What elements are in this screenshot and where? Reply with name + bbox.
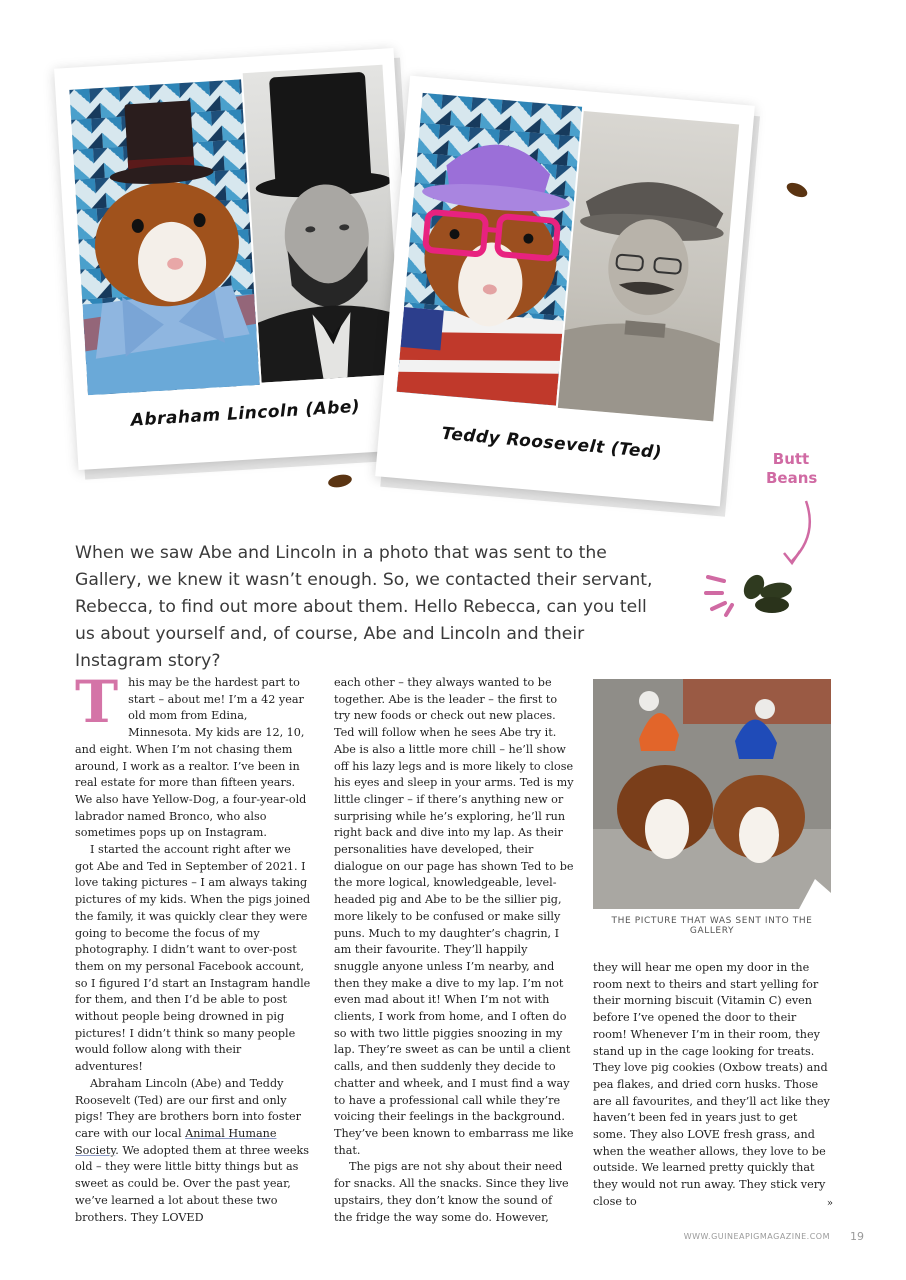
guinea-pigs-knit-hats-illustration	[593, 679, 831, 909]
footer-url[interactable]: WWW.GUINEAPIGMAGAZINE.COM	[683, 1232, 830, 1241]
abraham-lincoln-illustration	[243, 65, 402, 383]
article-paragraph: each other – they always wanted to be together. Abe is the leader – the first to try new foods or check out new places. Ted will follow when he sees Abe try it. Abe is also a little more chill – he’ll show off his lazy legs and is more likely to close his eyes and sleep in your arms. Ted is my little clinger – if there’s anything new or surprising while he’s exploring, he’ll run right back and dive into my lap. As their personalities have developed, their dialogue on our page has shown Ted to be the more logical, knowledgeable, level-headed pig and Abe to be the sillier pig, more likely to be confused or make silly puns. Much to my daughter’s chagrin, I am their favourite. They’ll happily snuggle anyone unless I’m nearby, and then they make a dive to my lap. I’m not even mad about it! When I’m not with clients, I work from home, and I often do so with two little piggies snoozing in my lap. They’re sweet as can be until a client calls, and then suddenly they decide to chatter and wheek, and I must find a way to have a professional call while they’re voicing their feelings in the background. They’ve been known to embarrass me like that.	[334, 676, 574, 1157]
paragraph-text: they will hear me open my door in the room next to theirs and start yelling for their morning biscuit (Vitamin C) even before I’ve opened the door to their room! Whenever I’m in their room, they stand up in the cage looking for treats. They love pig cookies (Oxbow treats) and pea flakes, and dried corn husks. Those are all favourites, and they’ll act like they haven’t been fed in years just to get some. They also LOVE fresh grass, and when the weather allows, they love to be outside. We learned pretty quickly that they would not run away. They stick very close to	[593, 961, 830, 1208]
gallery-photo	[593, 679, 831, 909]
butt-beans-illustration	[700, 495, 830, 625]
guinea-pig-top-hat-illustration	[69, 79, 259, 395]
gallery-caption: THE PICTURE THAT WAS SENT INTO THE GALLERY	[611, 916, 813, 936]
teddy-roosevelt-illustration	[558, 111, 739, 421]
article-paragraph: The pigs are not shy about their need for snacks. All the snacks. Since they live upstairs, they don’t know the sound of the fridge the way some do. However,	[334, 1160, 569, 1224]
bean-decoration	[326, 473, 354, 489]
continued-marker: »	[826, 1197, 833, 1209]
guinea-pig-glasses-illustration	[397, 93, 583, 406]
paragraph-text: his may be the hardest part to start – about me! I’m a 42 year old mom from Edina, Minnesota. My kids are 12, 10, and eight. When I’m not chasing them around, I work as a realtor. I’ve been in real estate for more than fifteen years. We also have Yellow-Dog, a four-year-old labrador named Bronco, who also sometimes pops up on Instagram.	[75, 676, 307, 840]
caption-abraham-lincoln: Abraham Lincoln (Abe)	[130, 396, 361, 431]
paragraph-text: . We adopted them at three weeks old – they were little bitty things but as sweet as could be. Over the past year, we’ve learned a lot about these two brothers. They LOVED	[75, 1143, 310, 1224]
article-paragraph	[75, 668, 311, 842]
caption-teddy-roosevelt: Teddy Roosevelt (Ted)	[440, 423, 663, 464]
bean-decoration	[784, 181, 810, 199]
article-column-3	[593, 960, 833, 1213]
polaroid-abraham-lincoln	[54, 48, 418, 470]
article-paragraph	[593, 960, 833, 1211]
annotation-line-1: Butt	[772, 450, 810, 468]
paragraph-text: Abraham Lincoln (Abe) and Teddy Roosevelt (Ted) are our first and only pigs! They are brothers born into foster care with our local	[75, 1076, 301, 1140]
pullquote: When we saw Abe and Lincoln in a photo that was sent to the Gallery, we knew it wasn’t enough. So, we contacted their servant, Rebecca, to find out more about them. Hello Rebecca, can you tell us about yourself and, of course, Abe and Lincoln and their Instagram story?	[75, 543, 653, 671]
drop-cap: T	[75, 668, 119, 736]
annotation-line-2: Beans	[766, 469, 818, 487]
photo-guinea-pig-ted	[397, 93, 583, 406]
animal-humane-society-link[interactable]: Animal Humane Society	[75, 1126, 277, 1157]
photo-teddy-roosevelt-portrait	[558, 111, 739, 421]
article-column-1	[75, 668, 311, 1226]
article-paragraph	[75, 1076, 311, 1226]
photo-guinea-pig-abe	[69, 79, 259, 395]
butt-beans-annotation	[766, 450, 816, 488]
article-column-2	[334, 675, 574, 1226]
page-number: 19	[850, 1230, 864, 1243]
polaroid-teddy-roosevelt	[375, 76, 755, 507]
photo-abraham-lincoln-portrait	[243, 65, 402, 383]
article-paragraph: I started the account right after we got Abe and Ted in September of 2021. I love taking pictures – I am always taking pictures of my kids. When the pigs joined the family, it was quickly clear they were going to become the focus of my photography. I didn’t want to over-post them on my personal Facebook account, so I figured I’d start an Instagram handle for them, and then I’d be able to post without people being drowned in pig pictures! I didn’t think so many people would follow along with their adventures!	[75, 843, 311, 1074]
